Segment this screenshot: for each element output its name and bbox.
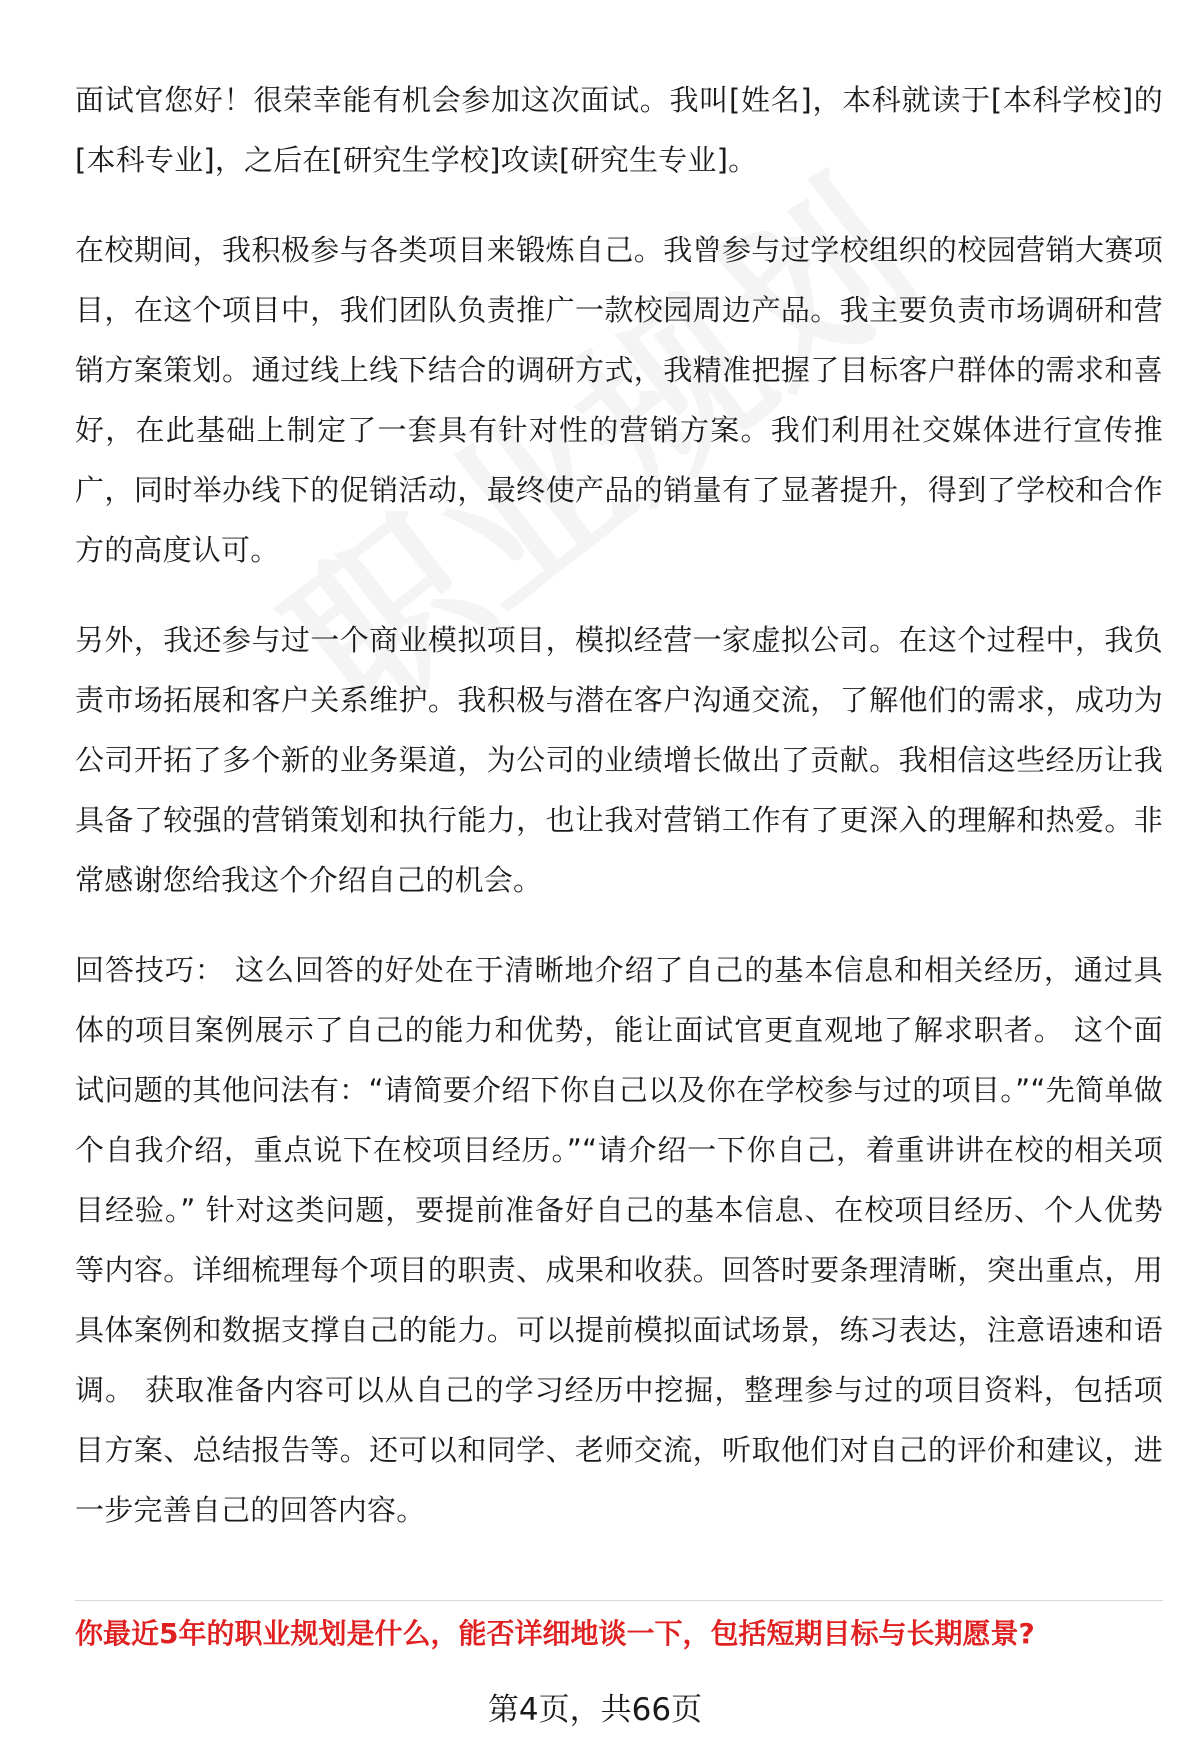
paragraph-answer-tips: 回答技巧： 这么回答的好处在于清晰地介绍了自己的基本信息和相关经历，通过具体的项目案例展示了自己的能力和优势，能让面试官更直观地了解求职者。 这个面试问题的其他问法有：“请简要介绍下你自己以及你在学校参与过的项目。”“先简单做个自我介绍，重点说下在校项目经历。”“请介绍一下你自己，着重讲讲在校的相关项目经验。” 针对这类问题，要提前准备好自己的基本信息、在校项目经历、个人优势等内容。详细梳理每个项目的职责、成果和收获。回答时要条理清晰，突出重点，用具体案例和数据支撑自己的能力。可以提前模拟面试场景，练习表达，注意语速和语调。 获取准备内容可以从自己的学习经历中挖掘，整理参与过的项目资料，包括项目方案、总结报告等。还可以和同学、老师交流，听取他们对自己的评价和建议，进一步完善自己的回答内容。 [75, 953, 1163, 1527]
next-question-heading: 你最近5年的职业规划是什么，能否详细地谈一下，包括短期目标与长期愿景? [75, 1617, 1035, 1650]
paragraph-campus-project: 在校期间，我积极参与各类项目来锻炼自己。我曾参与过学校组织的校园营销大赛项目，在这个项目中，我们团队负责推广一款校园周边产品。我主要负责市场调研和营销方案策划。通过线上线下结合的调研方式，我精准把握了目标客户群体的需求和喜好，在此基础上制定了一套具有针对性的营销方案。我们利用社交媒体进行宣传推广，同时举办线下的促销活动，最终使产品的销量有了显著提升，得到了学校和合作方的高度认可。 [75, 233, 1163, 567]
page-content [75, 70, 1163, 1570]
paragraph-intro: 面试官您好！很荣幸能有机会参加这次面试。我叫[姓名]，本科就读于[本科学校]的[本科专业]，之后在[研究生学校]攻读[研究生专业]。 [75, 83, 1163, 177]
page-number: 第4页，共66页 [487, 1692, 703, 1728]
divider [75, 1600, 1163, 1601]
paragraph-business-simulation: 另外，我还参与过一个商业模拟项目，模拟经营一家虚拟公司。在这个过程中，我负责市场拓展和客户关系维护。我积极与潜在客户沟通交流，了解他们的需求，成功为公司开拓了多个新的业务渠道，为公司的业绩增长做出了贡献。我相信这些经历让我具备了较强的营销策划和执行能力，也让我对营销工作有了更深入的理解和热爱。非常感谢您给我这个介绍自己的机会。 [75, 623, 1163, 897]
